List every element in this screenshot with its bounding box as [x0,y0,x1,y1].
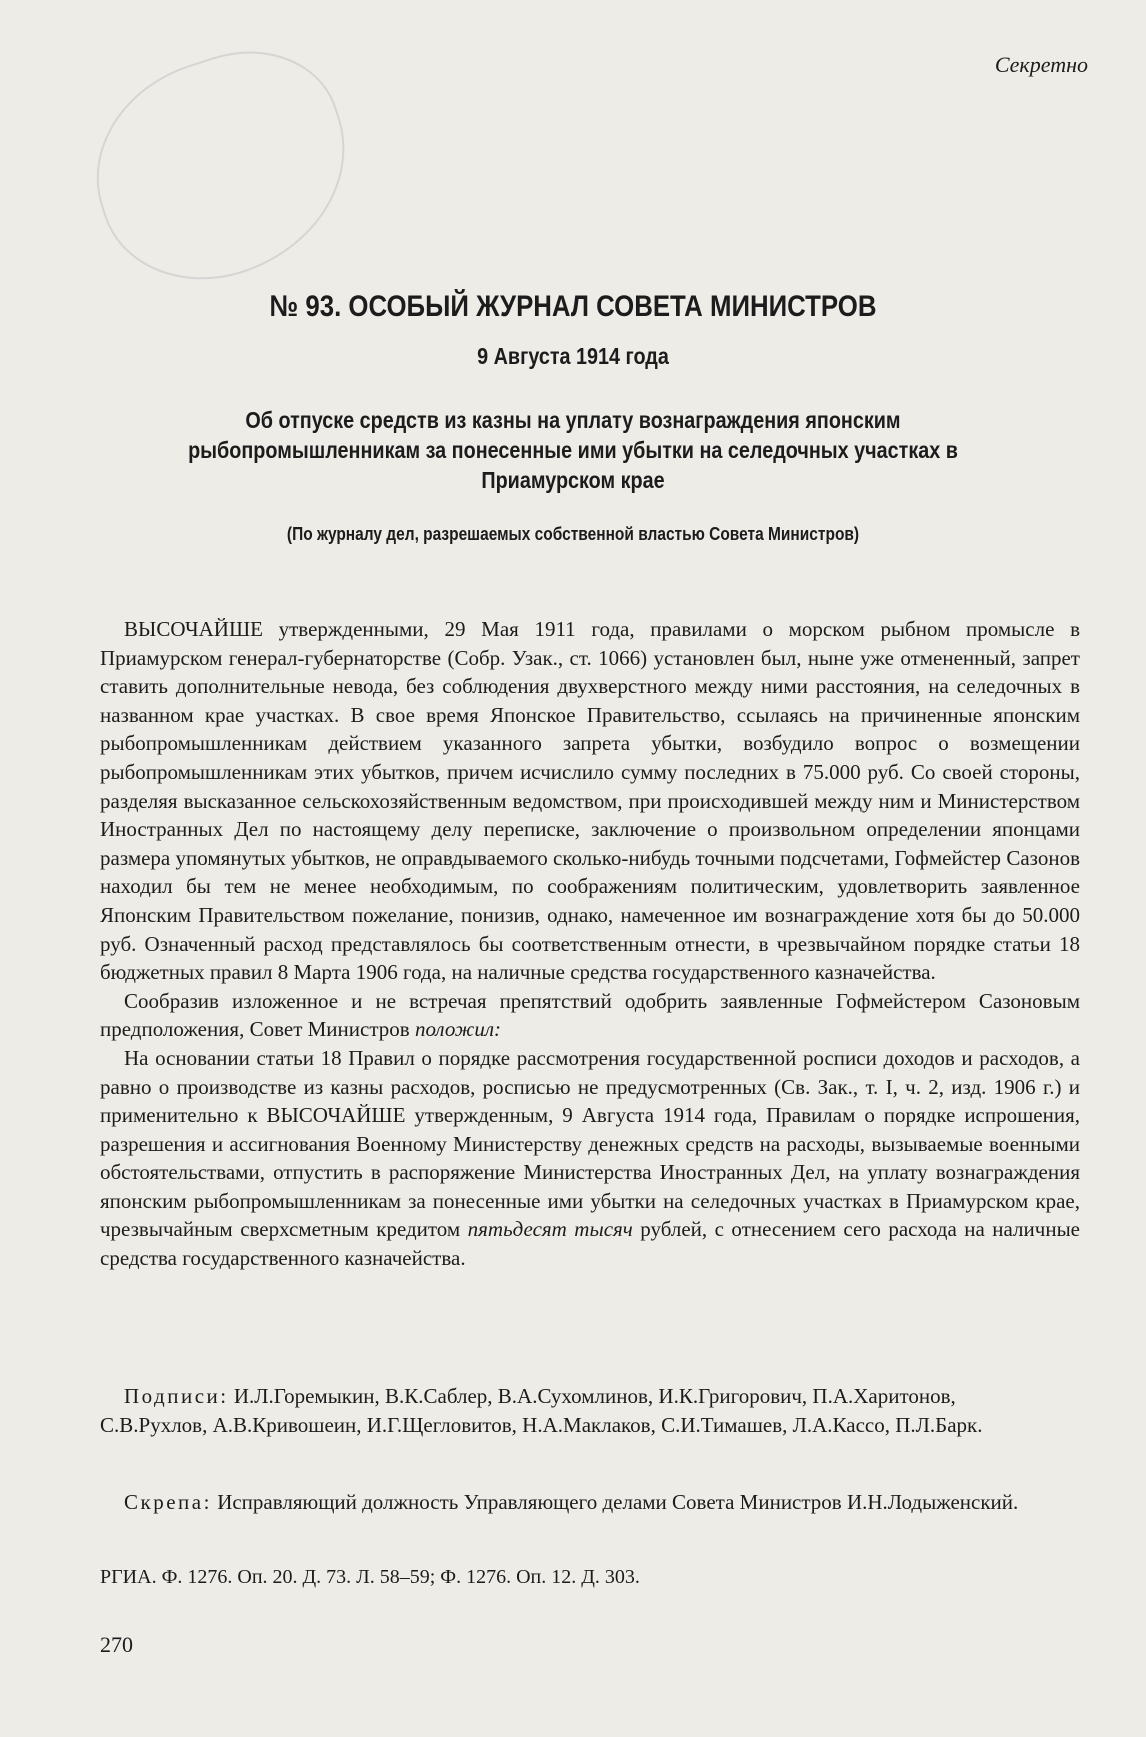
journal-note: (По журналу дел, разрешаемых собственной властью Совета Министров) [286,524,860,544]
journal-title: № 93. ОСОБЫЙ ЖУРНАЛ СОВЕТА МИНИСТРОВ [269,290,877,323]
body-paragraph-3 [100,1044,1080,1273]
signatures [100,1382,1040,1439]
body-paragraph-3-end: рублей, с отнесением сего расхода на наличные средства государственного казначейства. [100,1217,1080,1271]
signatures-names: И.Л.Горемыкин, В.К.Саблер, В.А.Сухомлинов, И.К.Григорович, П.А.Харитонов, С.В.Рухлов, А.В.Кривошеин, И.Г.Щегловитов, Н.А.Маклаков, С.И.Тимашев, Л.А.Кассо, П.Л.Барк. [100,1384,983,1437]
body-paragraph-2-emphasis: положил: [414,1017,501,1042]
faint-stamp-mark [68,26,376,308]
countersignature [100,1488,1040,1517]
signatures-label: Подписи: [124,1384,229,1408]
journal-date: 9 Августа 1914 года [477,343,669,369]
countersignature-label: Скрепа: [124,1490,212,1514]
body-paragraph-3-emphasis: пятьдесят тысяч [467,1217,633,1242]
journal-body [100,615,1080,1273]
journal-subject: Об отпуске средств из казны на уплату вознаграждения японским рыбопромышленникам за понесенные ими убытки на селедочных участках в Приамурском крае [188,407,958,493]
countersignature-text: Исправляющий должность Управляющего делами Совета Министров И.Н.Лодыженский. [217,1490,1019,1514]
body-paragraph-2-text: Сообразив изложенное и не встречая препятствий одобрить заявленные Гофмейстером Сазоновым предположения, Совет Министров [100,988,1080,1042]
body-paragraph-2 [100,987,1080,1044]
archive-reference: РГИА. Ф. 1276. Оп. 20. Д. 73. Л. 58–59; Ф. 1276. Оп. 12. Д. 303. [100,1566,640,1588]
body-paragraph-3-text: На основании статьи 18 Правил о порядке рассмотрения государственной росписи доходов и расходов, а равно о производстве из казны расходов, росписью не предусмотренных (Св. Зак., т. I, ч. 2, изд. 1906 г.) и применительно к ВЫСОЧАЙШЕ утвержденным, 9 Августа 1914 года, Правилам о порядке испрошения, разрешения и ассигнования Военному Министерству денежных средств на расходы, вызываемые военными обстоятельствами, отпустить в распоряжение Министерства Иностранных Дел, на уплату вознаграждения японским рыбопромышленникам за понесенные ими убытки на селедочных участках в Приамурском крае, чрезвычайным сверхсметным кредитом [100,1045,1080,1242]
secret-label: Секретно [994,52,1088,77]
body-paragraph-1: ВЫСОЧАЙШЕ утвержденными, 29 Мая 1911 года, правилами о морском рыбном промысле в Приамурском генерал-губернаторстве (Собр. Узак., ст. 1066) установлен был, ныне уже отмененный, запрет ставить дополнительные невода, без соблюдения двухверстного между ними расстояния, на селедочных в названном крае участках. В свое время Японское Правительство, ссылаясь на причиненные японским рыбопромышленникам действием указанного запрета убытки, возбудило вопрос о возмещении рыбопромышленникам этих убытков, причем исчислило сумму последних в 75.000 руб. Со своей стороны, разделяя высказанное сельскохозяйственным ведомством, при происходившей между ним и Министерством Иностранных Дел по настоящему делу переписке, заключение о произвольном определении японцами размера упомянутых убытков, не оправдываемого сколько-нибудь точными подсчетами, Гофмейстер Сазонов находил бы тем не менее необходимым, по соображениям политическим, удовлетворить заявленное Японским Правительством пожелание, понизив, однако, намеченное им вознаграждение хотя бы до 50.000 руб. Означенный расход представлялось бы соответственным отнести, в чрезвычайном порядке статьи 18 бюджетных правил 8 Марта 1906 года, на наличные средства государственного казначейства. [100,617,1080,985]
page-number: 270 [100,1632,133,1657]
